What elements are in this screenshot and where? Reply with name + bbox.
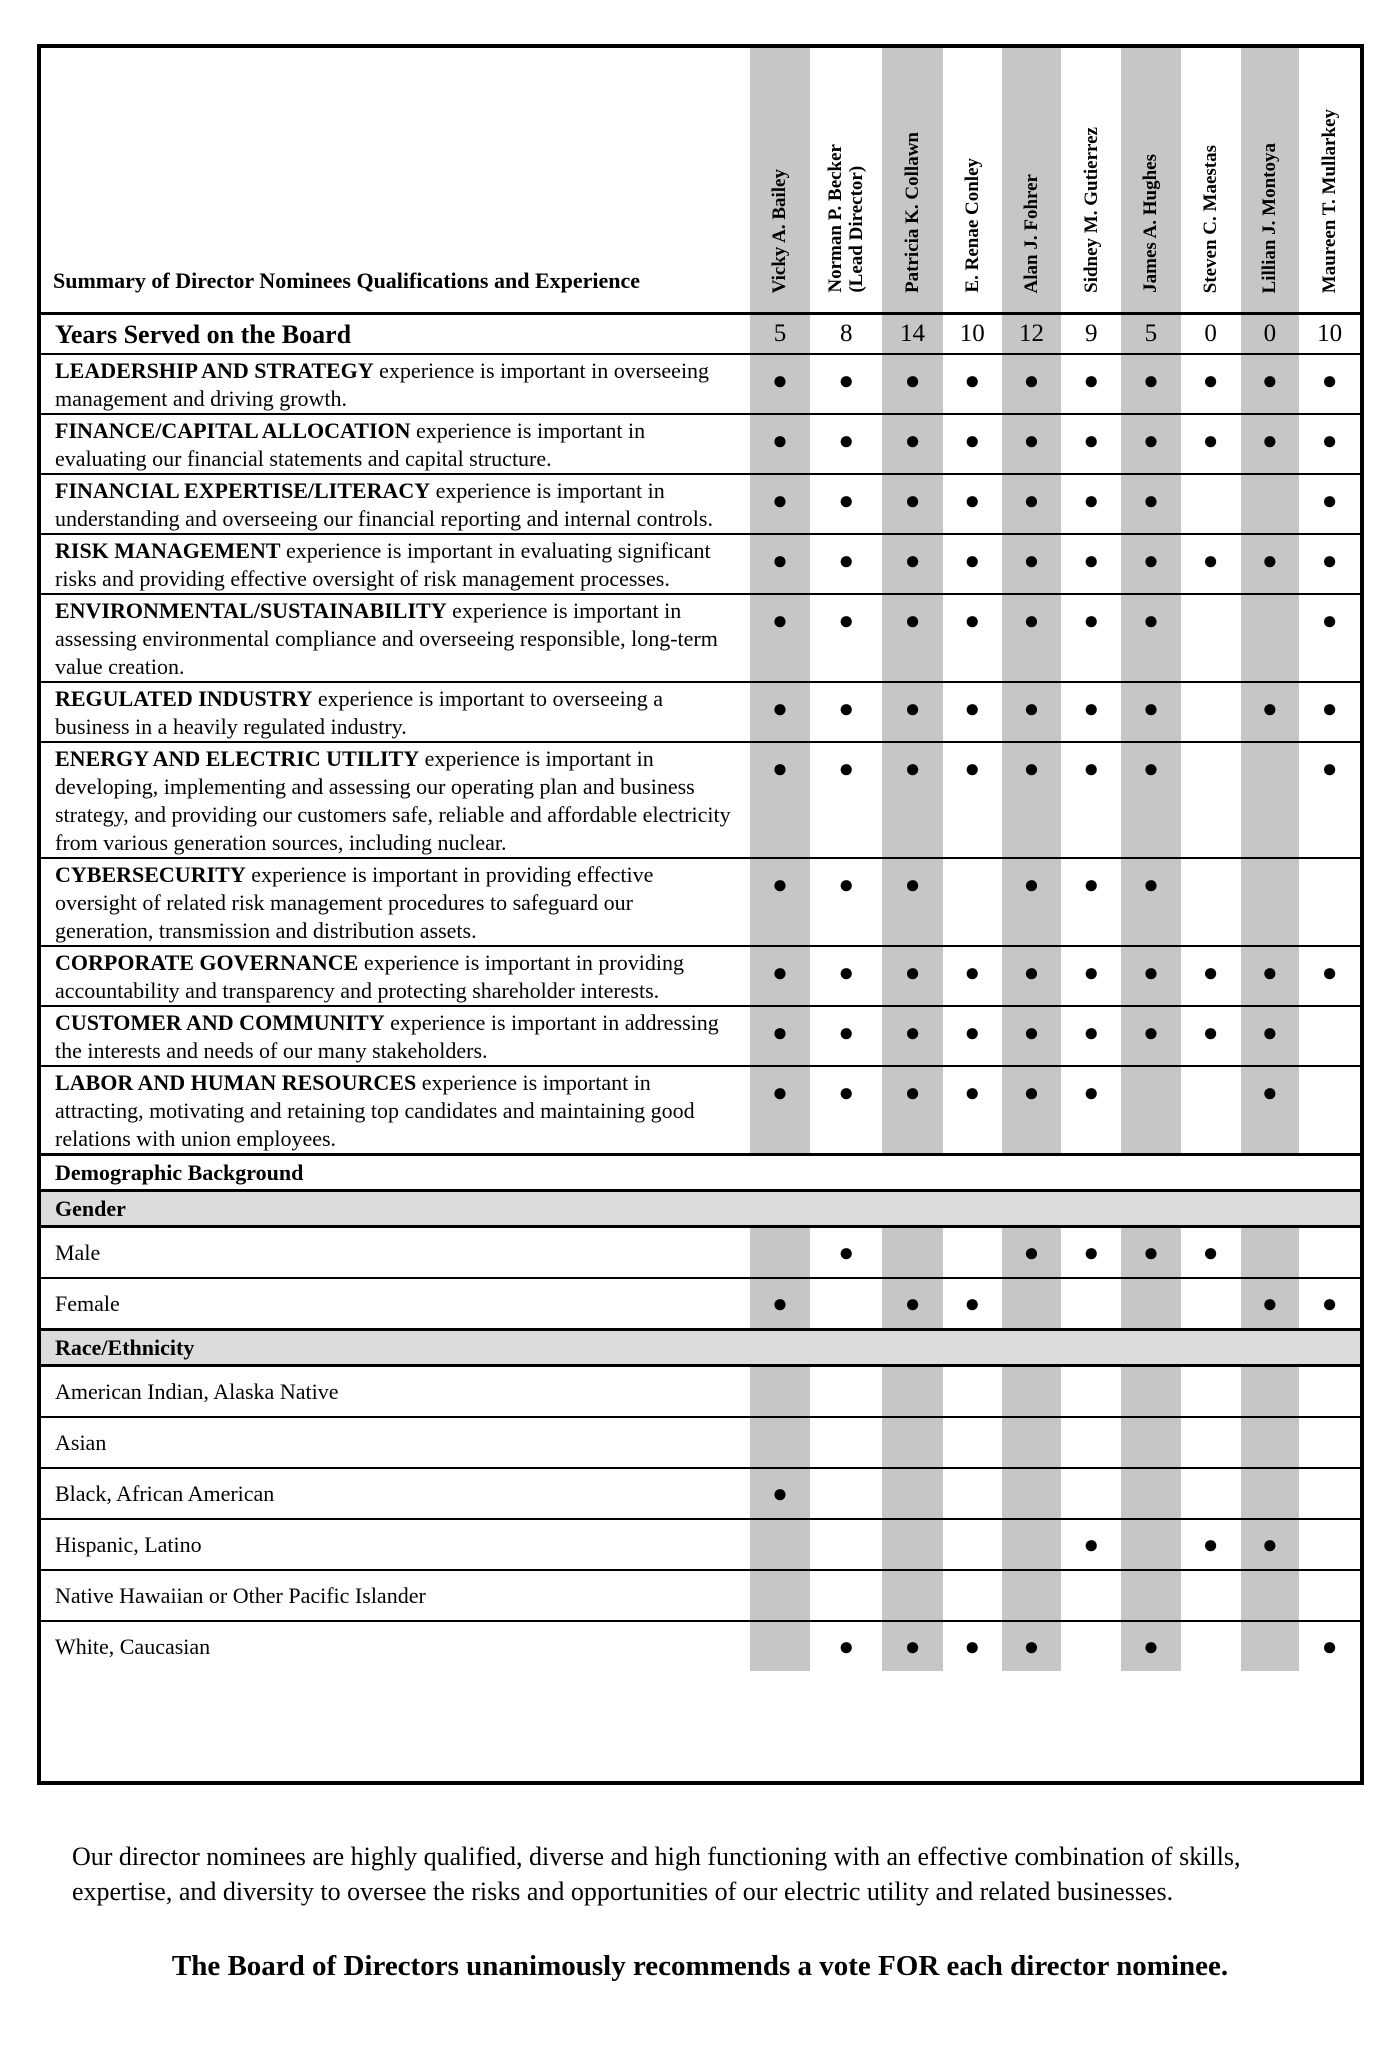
qualification-mark [1181, 682, 1241, 742]
race-ethnicity-mark [1061, 1468, 1121, 1519]
gender-mark [1121, 1278, 1181, 1330]
qualification-title: RISK MANAGEMENT [55, 538, 281, 563]
race-ethnicity-mark [882, 1366, 943, 1418]
qualification-text: experience is important to overseeing a business in a heavily regulated industry. [55, 686, 664, 739]
qualification-mark: ● [750, 682, 811, 742]
qualification-mark [1181, 474, 1241, 534]
gender-mark: ● [1002, 1227, 1062, 1279]
qualification-title: CORPORATE GOVERNANCE [55, 950, 359, 975]
gender-mark: ● [882, 1278, 943, 1330]
qualification-mark: ● [1299, 742, 1360, 858]
race-ethnicity-mark [1121, 1468, 1181, 1519]
qualification-title: FINANCE/CAPITAL ALLOCATION [55, 418, 411, 443]
qualification-mark: ● [810, 742, 882, 858]
qualification-title: CUSTOMER AND COMMUNITY [55, 1010, 385, 1035]
qualification-mark: ● [1002, 1066, 1062, 1155]
qualification-text: experience is important in evaluating our financial statements and capital structure. [55, 418, 646, 471]
race-ethnicity-mark [1061, 1417, 1121, 1468]
qualification-mark: ● [1002, 1006, 1062, 1066]
qualification-mark [1299, 1006, 1360, 1066]
race-ethnicity-mark [1002, 1468, 1062, 1519]
qualification-mark [1241, 858, 1300, 946]
qualification-mark [1241, 742, 1300, 858]
nominee-column-header [1181, 48, 1241, 314]
qualification-row [41, 1006, 1360, 1066]
gender-label: Female [41, 1278, 750, 1330]
qualification-mark: ● [1061, 1066, 1121, 1155]
race-ethnicity-mark: ● [1121, 1621, 1181, 1671]
race-ethnicity-mark: ● [1061, 1519, 1121, 1570]
qualification-mark: ● [810, 474, 882, 534]
qualification-title: LEADERSHIP AND STRATEGY [55, 358, 374, 383]
race-ethnicity-mark [1002, 1570, 1062, 1621]
qualification-row [41, 682, 1360, 742]
qualification-mark: ● [1121, 946, 1181, 1006]
qualification-mark: ● [1002, 946, 1062, 1006]
gender-label: Male [41, 1227, 750, 1279]
race-ethnicity-mark [810, 1570, 882, 1621]
nominee-name: Patricia K. Collawn [902, 132, 924, 293]
qualification-description [41, 742, 750, 858]
qualification-mark: ● [1121, 742, 1181, 858]
qualification-row [41, 534, 1360, 594]
qualification-description [41, 414, 750, 474]
race-ethnicity-mark [1241, 1468, 1300, 1519]
qualification-mark [1241, 594, 1300, 682]
gender-mark [750, 1227, 811, 1279]
qualification-mark: ● [1002, 858, 1062, 946]
qualification-mark: ● [1002, 414, 1062, 474]
race-ethnicity-mark [943, 1417, 1002, 1468]
qualification-mark: ● [1121, 474, 1181, 534]
qualification-mark: ● [1002, 742, 1062, 858]
race-ethnicity-mark [943, 1570, 1002, 1621]
qualification-mark: ● [1181, 1006, 1241, 1066]
qualification-row [41, 594, 1360, 682]
qualification-mark: ● [943, 946, 1002, 1006]
qualification-text: experience is important in providing accountability and transparency and protecting shareholder interests. [55, 950, 684, 1003]
race-ethnicity-label: Native Hawaiian or Other Pacific Islander [41, 1570, 750, 1621]
nominee-column-header [882, 48, 943, 314]
qualification-title: FINANCIAL EXPERTISE/LITERACY [55, 478, 431, 503]
nominee-column-header [943, 48, 1002, 314]
nominee-name: Maureen T. Mullarkey [1319, 108, 1341, 293]
race-ethnicity-mark [1241, 1570, 1300, 1621]
race-ethnicity-label: White, Caucasian [55, 1633, 211, 1659]
race-ethnicity-mark: ● [1002, 1621, 1062, 1671]
qualification-mark: ● [1061, 474, 1121, 534]
race-ethnicity-mark [943, 1366, 1002, 1418]
demographic-heading: Demographic Background [41, 1155, 1360, 1191]
gender-heading: Gender [41, 1191, 1360, 1227]
qualification-mark: ● [1299, 946, 1360, 1006]
race-ethnicity-label: Black, African American [41, 1468, 750, 1519]
race-ethnicity-mark [882, 1417, 943, 1468]
qualification-mark: ● [1061, 682, 1121, 742]
race-ethnicity-mark [1181, 1468, 1241, 1519]
qualification-text: experience is important in addressing the interests and needs of our many stakeholders. [55, 1010, 719, 1063]
race-ethnicity-label: Hispanic, Latino [41, 1519, 750, 1570]
race-ethnicity-mark [1299, 1570, 1360, 1621]
qualification-description [41, 682, 750, 742]
race-ethnicity-mark [1299, 1468, 1360, 1519]
nominee-column-header [750, 48, 811, 314]
qualification-mark: ● [882, 474, 943, 534]
race-ethnicity-label: Asian [41, 1417, 750, 1468]
years-served-value: 10 [943, 314, 1002, 355]
qualification-mark: ● [750, 594, 811, 682]
gender-mark: ● [1241, 1278, 1300, 1330]
qualification-description [41, 534, 750, 594]
nominee-name: E. Renae Conley [961, 158, 983, 293]
years-served-value: 8 [810, 314, 882, 355]
director-qualifications-matrix [37, 44, 1364, 1785]
nominee-column-header [1121, 48, 1181, 314]
qualification-mark: ● [1121, 858, 1181, 946]
qualification-row [41, 946, 1360, 1006]
qualification-mark: ● [882, 534, 943, 594]
matrix-title: Summary of Director Nominees Qualifications and Experience [41, 48, 750, 314]
qualification-text: experience is important in developing, implementing and assessing our operating plan and business strategy, and providing our customers safe, reliable and affordable electricity from various generation sources, including nuclear. [55, 746, 731, 855]
race-ethnicity-row [41, 1366, 1360, 1418]
demographic-heading-row [41, 1155, 1360, 1191]
qualification-mark: ● [750, 1066, 811, 1155]
race-ethnicity-row [41, 1468, 1360, 1519]
gender-mark [1002, 1278, 1062, 1330]
qualification-mark [1299, 858, 1360, 946]
race-ethnicity-row [41, 1519, 1360, 1570]
qualification-mark: ● [810, 594, 882, 682]
qualification-mark: ● [1181, 946, 1241, 1006]
race-ethnicity-mark [1061, 1570, 1121, 1621]
summary-paragraph: Our director nominees are highly qualified, diverse and high functioning with an effective combination of skills, expertise, and diversity to oversee the risks and opportunities of our electric utility and related businesses. [72, 1842, 1241, 1906]
race-ethnicity-mark [1241, 1366, 1300, 1418]
qualification-mark: ● [1299, 474, 1360, 534]
gender-mark [1181, 1278, 1241, 1330]
qualification-mark: ● [882, 594, 943, 682]
qualification-mark: ● [882, 682, 943, 742]
qualification-mark [1181, 858, 1241, 946]
race-ethnicity-mark: ● [1321, 1631, 1338, 1661]
qualification-mark: ● [943, 682, 1002, 742]
qualification-row [41, 414, 1360, 474]
race-ethnicity-mark: ● [1181, 1519, 1241, 1570]
qualification-mark: ● [810, 1066, 882, 1155]
years-served-value: 10 [1299, 314, 1360, 355]
qualification-mark: ● [1002, 474, 1062, 534]
race-ethnicity-mark [1121, 1366, 1181, 1418]
qualification-mark: ● [1299, 594, 1360, 682]
gender-heading-row [41, 1191, 1360, 1227]
qualification-mark: ● [882, 946, 943, 1006]
race-ethnicity-row [41, 1621, 1360, 1671]
qualification-text: experience is important in assessing environmental compliance and overseeing responsible, long-term value creation. [55, 598, 718, 679]
race-ethnicity-mark [750, 1417, 811, 1468]
race-ethnicity-mark [1061, 1366, 1121, 1418]
race-ethnicity-mark [750, 1621, 811, 1671]
qualification-mark: ● [1181, 534, 1241, 594]
qualification-description [41, 354, 750, 414]
qualification-mark: ● [750, 946, 811, 1006]
qualification-mark: ● [1121, 414, 1181, 474]
gender-mark [1241, 1227, 1300, 1279]
qualification-mark: ● [1002, 682, 1062, 742]
years-served-value: 5 [750, 314, 811, 355]
qualification-title: CYBERSECURITY [55, 862, 246, 887]
qualification-mark: ● [943, 1006, 1002, 1066]
qualification-mark: ● [882, 742, 943, 858]
qualification-mark: ● [1002, 594, 1062, 682]
qualification-description [41, 858, 750, 946]
qualification-mark: ● [750, 858, 811, 946]
qualification-mark: ● [1241, 534, 1300, 594]
nominee-column-header [810, 48, 882, 314]
nominee-name: Lillian J. Montoya [1259, 142, 1281, 293]
qualification-description [41, 1066, 750, 1155]
qualification-description [41, 1006, 750, 1066]
race-ethnicity-mark [943, 1468, 1002, 1519]
qualification-mark: ● [750, 742, 811, 858]
race-ethnicity-mark [1299, 1366, 1360, 1418]
race-ethnicity-mark [750, 1519, 811, 1570]
race-ethnicity-mark [1121, 1570, 1181, 1621]
qualification-mark: ● [1121, 682, 1181, 742]
race-ethnicity-mark [1121, 1519, 1181, 1570]
race-ethnicity-mark [1121, 1417, 1181, 1468]
qualification-mark: ● [943, 742, 1002, 858]
qualification-mark: ● [1241, 1006, 1300, 1066]
gender-mark: ● [1121, 1227, 1181, 1279]
years-served-value: 12 [1002, 314, 1062, 355]
qualification-mark: ● [750, 414, 811, 474]
nominee-name: Sidney M. Gutierrez [1080, 127, 1102, 293]
years-served-value: 9 [1061, 314, 1121, 355]
qualification-row [41, 742, 1360, 858]
qualification-mark: ● [882, 1006, 943, 1066]
qualification-mark: ● [1299, 414, 1360, 474]
race-ethnicity-mark [882, 1570, 943, 1621]
qualification-mark: ● [1321, 366, 1338, 395]
nominee-column-header [1061, 48, 1121, 314]
gender-row [41, 1227, 1360, 1279]
qualification-mark: ● [882, 354, 943, 414]
qualification-mark: ● [943, 1066, 1002, 1155]
race-ethnicity-mark [1181, 1417, 1241, 1468]
race-ethnicity-label: American Indian, Alaska Native [41, 1366, 750, 1418]
qualification-mark: ● [943, 534, 1002, 594]
race-ethnicity-row [41, 1417, 1360, 1468]
years-served-value: 5 [1121, 314, 1181, 355]
qualification-mark: ● [882, 1066, 943, 1155]
qualification-description [41, 474, 750, 534]
qualification-row [41, 474, 1360, 534]
board-recommendation: The Board of Directors unanimously recommends a vote FOR each director nominee. [171, 1950, 1229, 1982]
qualification-mark: ● [1202, 366, 1219, 395]
race-ethnicity-mark: ● [750, 1468, 811, 1519]
gender-mark [1299, 1227, 1360, 1279]
years-served-value: 14 [882, 314, 943, 355]
qualification-description [41, 946, 750, 1006]
qualification-mark [1121, 1066, 1181, 1155]
qualification-mark: ● [810, 1006, 882, 1066]
race-ethnicity-mark [810, 1519, 882, 1570]
race-ethnicity-mark [810, 1366, 882, 1418]
qualification-mark: ● [882, 858, 943, 946]
race-ethnicity-mark [882, 1468, 943, 1519]
qualification-mark [1181, 742, 1241, 858]
race-ethnicity-mark [1181, 1366, 1241, 1418]
race-ethnicity-mark [750, 1366, 811, 1418]
qualification-mark: ● [1121, 534, 1181, 594]
qualification-mark: ● [750, 1006, 811, 1066]
race-ethnicity-mark: ● [1241, 1519, 1300, 1570]
qualification-mark: ● [964, 366, 981, 395]
qualification-mark: ● [1002, 534, 1062, 594]
qualification-text: experience is important in providing effective oversight of related risk management procedures to safeguard our generation, transmission and distribution assets. [55, 862, 654, 943]
qualification-mark: ● [943, 414, 1002, 474]
qualification-mark: ● [1083, 366, 1100, 395]
qualification-mark [1241, 474, 1300, 534]
qualifications-table [41, 48, 1360, 1671]
qualification-text: experience is important in attracting, motivating and retaining top candidates and maintaining good relations with union employees. [55, 1070, 695, 1151]
qualification-text: experience is important in understanding and overseeing our financial reporting and internal controls. [55, 478, 713, 531]
qualification-row [41, 858, 1360, 946]
qualification-title: REGULATED INDUSTRY [55, 686, 313, 711]
qualification-title: ENVIRONMENTAL/SUSTAINABILITY [55, 598, 447, 623]
qualification-mark: ● [1121, 594, 1181, 682]
nominee-column-header [1299, 48, 1360, 314]
gender-mark: ● [810, 1227, 882, 1279]
race-ethnicity-mark [882, 1519, 943, 1570]
qualification-mark: ● [750, 474, 811, 534]
race-ethnicity-heading-row [41, 1330, 1360, 1366]
race-ethnicity-mark [1181, 1621, 1241, 1671]
qualification-row [41, 1066, 1360, 1155]
qualification-description [41, 594, 750, 682]
qualification-mark [1299, 1066, 1360, 1155]
race-ethnicity-mark [810, 1468, 882, 1519]
qualification-title: ENERGY AND ELECTRIC UTILITY [55, 746, 420, 771]
years-served-value: 0 [1241, 314, 1300, 355]
race-ethnicity-mark: ● [964, 1631, 981, 1661]
race-ethnicity-row [41, 1570, 1360, 1621]
nominee-column-header [1241, 48, 1300, 314]
race-ethnicity-mark [1002, 1519, 1062, 1570]
qualification-mark: ● [838, 366, 855, 395]
race-ethnicity-mark [810, 1417, 882, 1468]
qualification-mark [1181, 1066, 1241, 1155]
qualification-mark: ● [1121, 354, 1181, 414]
race-ethnicity-mark [1002, 1366, 1062, 1418]
gender-mark [810, 1278, 882, 1330]
gender-mark [882, 1227, 943, 1279]
gender-mark: ● [750, 1278, 811, 1330]
race-ethnicity-mark [943, 1519, 1002, 1570]
qualification-text: experience is important in overseeing management and driving growth. [55, 358, 710, 411]
qualification-mark: ● [750, 354, 811, 414]
race-ethnicity-heading: Race/Ethnicity [41, 1330, 1360, 1366]
qualification-row [41, 354, 1360, 414]
qualification-title: LABOR AND HUMAN RESOURCES [55, 1070, 417, 1095]
qualification-mark: ● [810, 682, 882, 742]
race-ethnicity-mark [1241, 1621, 1300, 1671]
race-ethnicity-mark [1002, 1417, 1062, 1468]
qualification-mark: ● [1061, 858, 1121, 946]
gender-mark: ● [1299, 1278, 1360, 1330]
race-ethnicity-mark [750, 1570, 811, 1621]
qualification-mark: ● [810, 946, 882, 1006]
qualification-mark: ● [1241, 354, 1300, 414]
qualification-mark: ● [882, 414, 943, 474]
gender-row [41, 1278, 1360, 1330]
years-served-value: 0 [1181, 314, 1241, 355]
qualification-mark: ● [1061, 594, 1121, 682]
qualification-mark: ● [1299, 534, 1360, 594]
gender-mark [943, 1227, 1002, 1279]
nominee-name: Alan J. Fohrer [1020, 173, 1042, 293]
qualification-mark [943, 858, 1002, 946]
qualification-mark: ● [1241, 1066, 1300, 1155]
gender-mark: ● [1181, 1227, 1241, 1279]
qualification-mark: ● [1241, 414, 1300, 474]
years-served-row [41, 314, 1360, 355]
nominee-name: James A. Hughes [1140, 154, 1162, 293]
nominee-name: Norman P. Becker (Lead Director) [825, 144, 868, 293]
qualification-mark: ● [1181, 414, 1241, 474]
qualification-mark: ● [1061, 1006, 1121, 1066]
years-served-label: Years Served on the Board [41, 314, 750, 355]
qualification-text: experience is important in evaluating significant risks and providing effective oversight of risk management processes. [55, 538, 711, 591]
qualification-mark [1181, 594, 1241, 682]
qualification-mark: ● [1002, 354, 1062, 414]
race-ethnicity-mark: ● [838, 1631, 855, 1661]
race-ethnicity-mark [1299, 1417, 1360, 1468]
qualification-mark: ● [810, 858, 882, 946]
race-ethnicity-mark [1181, 1570, 1241, 1621]
gender-mark: ● [943, 1278, 1002, 1330]
qualification-mark: ● [1299, 682, 1360, 742]
qualification-mark: ● [1061, 946, 1121, 1006]
race-ethnicity-mark [1299, 1519, 1360, 1570]
race-ethnicity-mark [1061, 1621, 1121, 1671]
qualification-mark: ● [750, 534, 811, 594]
gender-mark [1061, 1278, 1121, 1330]
nominee-name: Steven C. Maestas [1200, 144, 1222, 293]
race-ethnicity-mark [1241, 1417, 1300, 1468]
nominee-name: Vicky A. Bailey [769, 168, 791, 293]
race-ethnicity-mark: ● [882, 1621, 943, 1671]
nominee-header-row [41, 48, 1360, 314]
qualification-mark: ● [943, 474, 1002, 534]
qualification-mark: ● [810, 414, 882, 474]
qualification-mark: ● [1061, 742, 1121, 858]
gender-mark: ● [1061, 1227, 1121, 1279]
nominee-column-header [1002, 48, 1062, 314]
qualification-mark: ● [1121, 1006, 1181, 1066]
qualification-mark: ● [810, 534, 882, 594]
qualification-mark: ● [1061, 414, 1121, 474]
qualification-mark: ● [1061, 534, 1121, 594]
qualification-mark: ● [1241, 682, 1300, 742]
qualification-mark: ● [1241, 946, 1300, 1006]
qualification-mark: ● [943, 594, 1002, 682]
